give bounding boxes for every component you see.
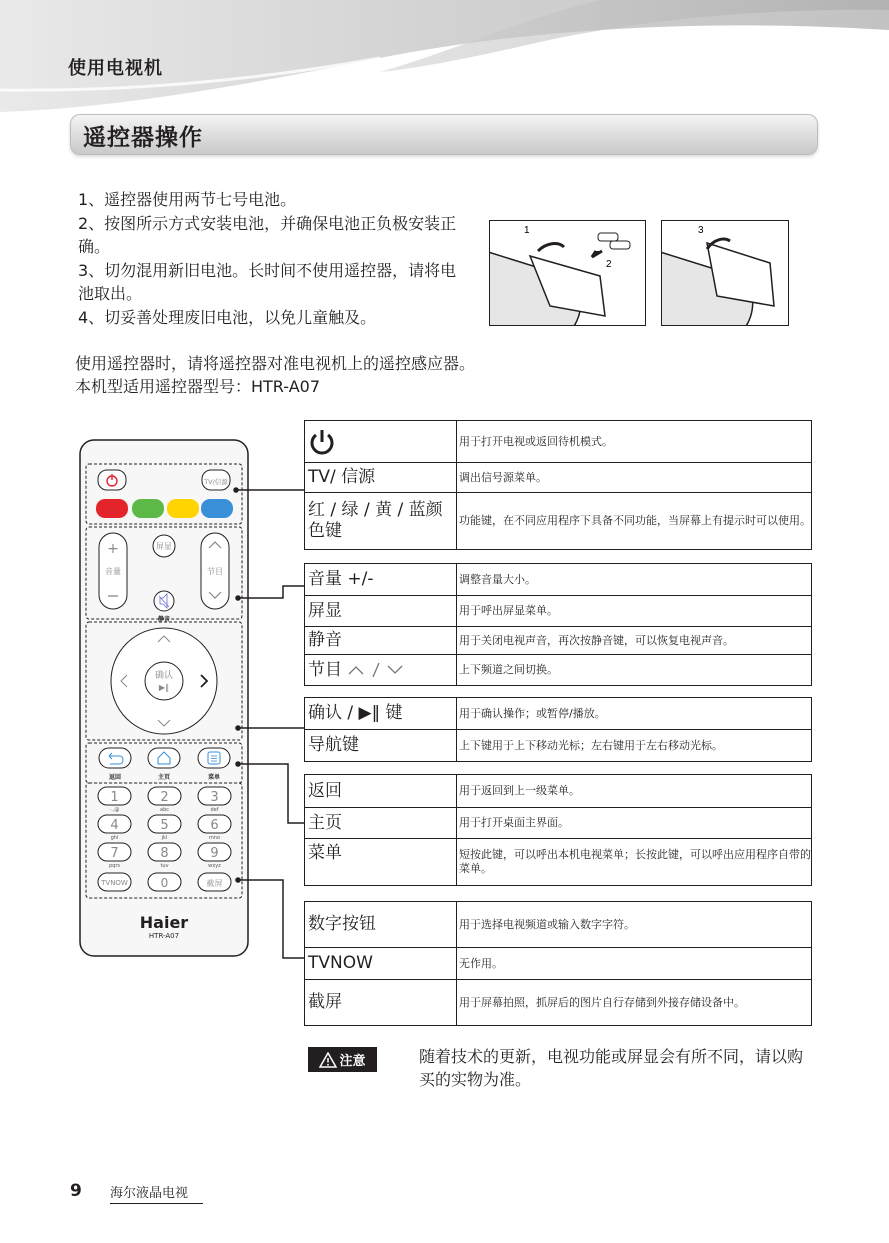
chevron-up-icon (347, 664, 365, 676)
desc-cell: 功能键，在不同应用程序下具备不同功能，当屏幕上有提示时可以使用。 (457, 493, 812, 550)
remote-number-key-letters: jkl (161, 835, 168, 841)
key-cell: 确认 / ▶‖ 键 (305, 698, 457, 730)
table-row (305, 839, 812, 886)
table-row (305, 493, 812, 550)
remote-number-key-label: 7 (110, 846, 119, 861)
remote-number-key-label: 8 (160, 846, 169, 861)
table-row (305, 980, 812, 1026)
remote-number-key-label: 9 (210, 846, 219, 861)
svg-text:屏显: 屏显 (156, 542, 172, 551)
footer-brand: 海尔液晶电视 (110, 1182, 203, 1204)
remote-number-key-label: 1 (110, 790, 119, 805)
battery-install-illustration-1 (489, 220, 646, 326)
key-cell: 红 / 绿 / 黄 / 蓝颜色键 (305, 493, 457, 550)
table-row (305, 730, 812, 762)
step-3-label: 3 (698, 225, 704, 236)
remote-number-key-letters: mno (208, 835, 221, 841)
desc-cell: 上下键用于上下移动光标；左右键用于左右移动光标。 (457, 730, 812, 762)
function-table-4 (304, 774, 812, 886)
remote-red-key (96, 499, 128, 518)
page-title-bar (70, 114, 818, 155)
svg-text:TVNOW: TVNOW (101, 879, 128, 887)
key-cell (305, 655, 457, 686)
desc-cell: 用于确认操作；或暂停/播放。 (457, 698, 812, 730)
svg-text:静音: 静音 (157, 616, 171, 623)
remote-number-key-letters: abc (160, 807, 169, 813)
key-cell: 音量 +/- (305, 564, 457, 596)
remote-number-key-label: 2 (160, 790, 169, 805)
remote-number-keys (98, 787, 231, 869)
section-label: 使用电视机 (68, 58, 163, 79)
key-cell: TV/ 信源 (305, 463, 457, 493)
desc-cell: 用于打开桌面主界面。 (457, 808, 812, 839)
table-row (305, 627, 812, 655)
note-badge-label: 注意 (339, 1054, 366, 1069)
function-table-1 (304, 420, 812, 550)
warning-icon (319, 1052, 337, 1068)
svg-text:菜单: 菜单 (207, 774, 221, 781)
key-cell: 返回 (305, 775, 457, 808)
battery-notes (78, 188, 458, 329)
svg-text:+: + (107, 541, 119, 557)
remote-number-key-letters: pqrs (108, 863, 121, 869)
desc-cell: 调整音量大小。 (457, 564, 812, 596)
key-cell: 静音 (305, 627, 457, 655)
step-2-label: 2 (606, 259, 612, 270)
page-title: 遥控器操作 (83, 125, 203, 151)
svg-text:主页: 主页 (157, 774, 171, 781)
table-row (305, 948, 812, 980)
desc-cell: 用于返回到上一级菜单。 (457, 775, 812, 808)
function-table-3 (304, 697, 812, 762)
slash-icon (371, 662, 381, 678)
remote-number-key-letters: tuv (160, 863, 169, 869)
remote-model: HTR-A07 (148, 932, 180, 940)
remote-menu-button (198, 748, 230, 768)
remote-yellow-key (167, 499, 199, 518)
step-1-label: 1 (524, 225, 530, 236)
desc-cell: 用于屏幕拍照，抓屏后的图片自行存储到外接存储设备中。 (457, 980, 812, 1026)
table-row (305, 421, 812, 463)
key-cell: 主页 (305, 808, 457, 839)
svg-text:节目: 节目 (207, 567, 223, 576)
usage-text (75, 352, 475, 398)
function-table-2 (304, 563, 812, 686)
desc-cell: 调出信号源菜单。 (457, 463, 812, 493)
note-text: 随着技术的更新，电视功能或屏显会有所不同，请以购买的实物为准。 (419, 1047, 804, 1089)
svg-text:音量: 音量 (105, 567, 121, 576)
remote-number-key-label: 4 (110, 818, 119, 833)
desc-cell: 用于选择电视频道或输入数字字符。 (457, 902, 812, 948)
table-row (305, 902, 812, 948)
svg-text:截屏: 截屏 (206, 879, 223, 888)
svg-text:0: 0 (160, 876, 169, 890)
remote-number-key-letters: ·.,@ (109, 807, 120, 813)
remote-number-key-letters: ghi (110, 835, 119, 841)
note-badge (308, 1047, 377, 1072)
key-cell: 屏显 (305, 596, 457, 627)
table-row (305, 463, 812, 493)
key-cell: 截屏 (305, 980, 457, 1026)
table-row (305, 808, 812, 839)
remote-tv-source-button (202, 470, 230, 490)
chevron-down-icon (386, 664, 404, 676)
svg-text:TV/信源: TV/信源 (204, 478, 228, 486)
table-row (305, 564, 812, 596)
remote-number-key-letters: def (210, 807, 219, 813)
svg-text:返回: 返回 (108, 774, 122, 781)
remote-number-key-label: 6 (210, 818, 219, 833)
table-row (305, 655, 812, 686)
desc-cell: 用于呼出屏显菜单。 (457, 596, 812, 627)
page-number: 9 (70, 1181, 82, 1201)
remote-back-button (99, 748, 131, 768)
table-row (305, 775, 812, 808)
remote-home-button (148, 748, 180, 768)
battery-note: 2、按图所示方式安装电池，并确保电池正负极安装正确。 (78, 213, 457, 256)
remote-control-illustration (78, 438, 308, 958)
function-table-5 (304, 901, 812, 1026)
usage-line-1: 使用遥控器时，请将遥控器对准电视机上的遥控感应器。 (75, 354, 476, 373)
desc-cell: 短按此键，可以呼出本机电视菜单；长按此键，可以呼出应用程序自带的菜单。 (457, 839, 812, 886)
battery-note: 4、切妥善处理废旧电池，以免儿童触及。 (78, 307, 377, 327)
usage-line-2: 本机型适用遥控器型号：HTR-A07 (75, 377, 321, 396)
desc-cell: 上下频道之间切换。 (457, 655, 812, 686)
remote-green-key (132, 499, 164, 518)
remote-blue-key (201, 499, 233, 518)
remote-number-key-letters: wxyz (208, 863, 221, 869)
key-cell: 导航键 (305, 730, 457, 762)
svg-text:▶‖: ▶‖ (158, 683, 170, 692)
desc-cell: 无作用。 (457, 948, 812, 980)
battery-install-illustration-2 (661, 220, 789, 326)
table-row (305, 596, 812, 627)
desc-cell: 用于关闭电视声音，再次按静音键，可以恢复电视声音。 (457, 627, 812, 655)
remote-number-key-label: 3 (210, 790, 219, 805)
remote-ok-button (145, 662, 183, 700)
key-cell: 菜单 (305, 839, 457, 886)
remote-brand: Haier (139, 913, 189, 932)
desc-cell: 用于打开电视或返回待机模式。 (457, 421, 812, 463)
remote-power-button (98, 470, 126, 490)
battery-note: 3、切勿混用新旧电池。长时间不使用遥控器，请将电池取出。 (78, 260, 457, 303)
table-row (305, 698, 812, 730)
remote-number-key-label: 5 (160, 818, 169, 833)
svg-text:确认: 确认 (154, 671, 174, 681)
power-icon (308, 427, 336, 457)
key-cell: TVNOW (305, 948, 457, 980)
key-cell: 数字按钮 (305, 902, 457, 948)
key-cell (305, 421, 457, 463)
program-key-label: 节目 (308, 659, 342, 680)
battery-note: 1、遥控器使用两节七号电池。 (78, 190, 297, 209)
